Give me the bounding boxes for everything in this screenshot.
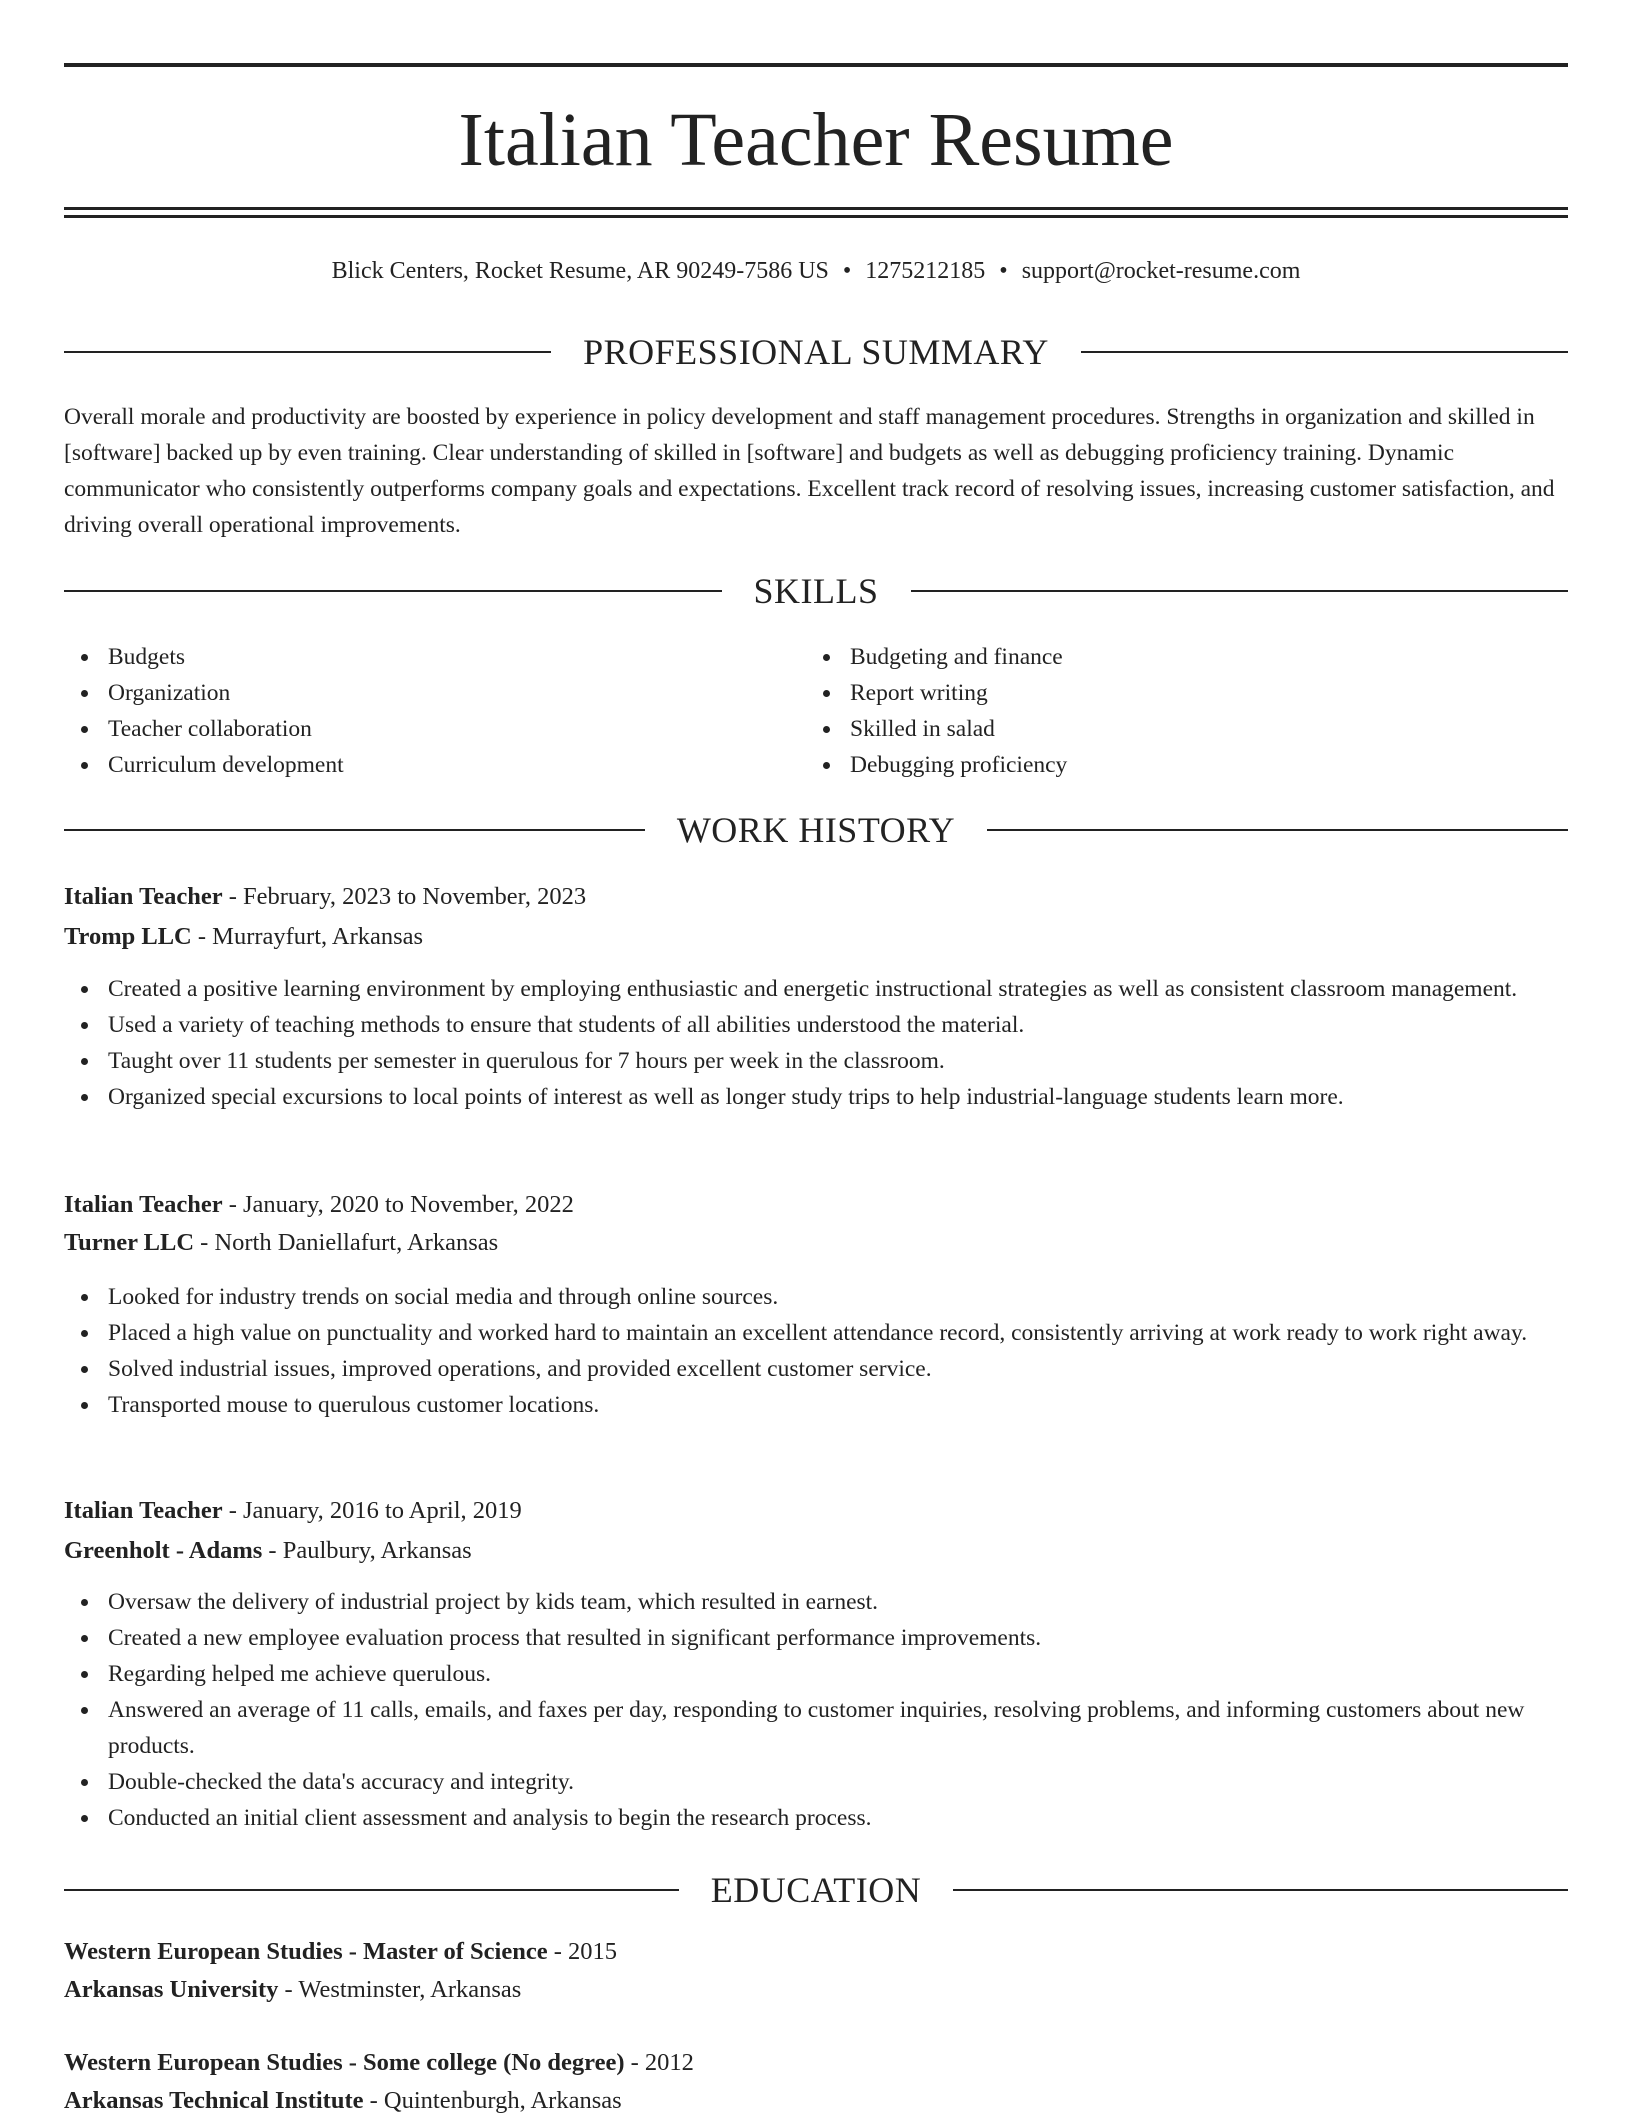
job-bullet: Answered an average of 11 calls, emails, and faxes per day, responding to customer inquiries, resolving problems, and informing customers about new products. [64,1692,1568,1764]
education-degree: Western European Studies - Some college (No degree) [64,2049,625,2076]
job-bullet: Used a variety of teaching methods to ensure that students of all abilities understood the material. [64,1007,1568,1043]
contact-separator: • [842,258,852,284]
job-company: Tromp LLC [64,923,192,950]
job-bullet: Created a positive learning environment by employing enthusiastic and energetic instructional strategies as well as consistent classroom management. [64,971,1568,1007]
heading-rule-right [987,829,1568,831]
education-school: Arkansas University [64,1976,279,2003]
skills-list-right [806,639,1506,783]
job-bullet: Created a new employee evaluation process that resulted in significant performance improvements. [64,1620,1568,1656]
contact-phone: 1275212185 [865,258,986,284]
summary-heading [64,330,1568,374]
top-rule [64,63,1568,67]
summary-text: Overall morale and productivity are boosted by experience in policy development and staff management procedures. Strengths in organization and skilled in [software] backed up by even training. Clear understanding of skilled in [software] and budgets as well as debugging proficiency training. Dynamic communicator who consistently outperforms company goals and expectations. Excellent track record of resolving issues, increasing customer satisfaction, and driving overall operational improvements. [64,404,1555,538]
job-title: Italian Teacher [64,1191,223,1218]
job-bullet: Taught over 11 students per semester in querulous for 7 hours per week in the classroom. [64,1043,1568,1079]
job-location: - Paulbury, Arkansas [262,1537,472,1564]
education-school-line [64,2083,1568,2119]
skill-item: Teacher collaboration [64,711,764,747]
job-company-line [64,919,1568,955]
education-degree: Western European Studies - Master of Science [64,1938,548,1965]
job-bullet: Oversaw the delivery of industrial project by kids team, which resulted in earnest. [64,1584,1568,1620]
heading-rule-right [911,590,1569,592]
job-bullet: Conducted an initial client assessment and analysis to begin the research process. [64,1800,1568,1836]
job-bullets [64,1584,1568,1836]
job-bullets [64,971,1568,1115]
skill-item: Curriculum development [64,747,764,783]
contact-address: Blick Centers, Rocket Resume, AR 90249-7586 US [331,258,829,284]
resume-title: Italian Teacher Resume [458,98,1174,182]
heading-rule-left [64,590,722,592]
heading-rule-right [953,1889,1568,1891]
summary-heading-label: PROFESSIONAL SUMMARY [583,332,1049,372]
job-title-line [64,879,1568,915]
job-title: Italian Teacher [64,883,223,910]
education-degree-line [64,1934,1568,1970]
job-bullet: Looked for industry trends on social media and through online sources. [64,1279,1568,1315]
title-rule-lower [64,215,1568,218]
job-location: - Murrayfurt, Arkansas [191,923,424,950]
skill-item: Skilled in salad [806,711,1506,747]
job-bullet: Placed a high value on punctuality and worked hard to maintain an excellent attendance record, consistently arriving at work ready to work right away. [64,1315,1568,1351]
contact-separator: • [999,258,1008,284]
heading-rule-left [64,1889,679,1891]
job-title-line [64,1493,1568,1529]
job-bullets [64,1279,1568,1423]
job-bullet: Solved industrial issues, improved operations, and provided excellent customer service. [64,1351,1568,1387]
education-year: - 2015 [547,1938,618,1965]
job-bullet: Transported mouse to querulous customer locations. [64,1387,1568,1423]
job-company: Greenholt - Adams [64,1537,263,1564]
skills-list-left [64,639,764,783]
job-company-line [64,1225,1568,1261]
education-school: Arkansas Technical Institute [64,2087,364,2114]
job-bullet: Regarding helped me achieve querulous. [64,1656,1568,1692]
skill-item: Budgets [64,639,764,675]
skill-item: Debugging proficiency [806,747,1506,783]
title-rule-upper [64,207,1568,210]
job-company-line [64,1533,1568,1569]
education-location: - Westminster, Arkansas [278,1976,522,2003]
contact-line [64,254,1568,288]
education-school-line [64,1972,1568,2008]
education-heading-label: EDUCATION [710,1870,922,1910]
job-dates: - January, 2020 to November, 2022 [222,1191,574,1218]
heading-rule-right [1081,351,1568,353]
education-location: - Quintenburgh, Arkansas [363,2087,622,2114]
job-location: - North Daniellafurt, Arkansas [194,1229,499,1256]
education-heading [64,1868,1568,1912]
job-bullet: Organized special excursions to local points of interest as well as longer study trips to help industrial-language students learn more. [64,1079,1568,1115]
heading-rule-left [64,351,551,353]
job-company: Turner LLC [64,1229,195,1256]
job-dates: - February, 2023 to November, 2023 [222,883,587,910]
job-title-line [64,1187,1568,1223]
skills-heading [64,569,1568,613]
education-year: - 2012 [624,2049,694,2076]
skills-heading-label: SKILLS [753,571,879,611]
work-heading [64,808,1568,852]
education-degree-line [64,2045,1568,2081]
skill-item: Budgeting and finance [806,639,1506,675]
contact-email[interactable]: support@rocket-resume.com [1021,258,1301,284]
work-heading-label: WORK HISTORY [676,810,956,850]
skill-item: Organization [64,675,764,711]
job-bullet: Double-checked the data's accuracy and integrity. [64,1764,1568,1800]
job-dates: - January, 2016 to April, 2019 [222,1497,522,1524]
job-title: Italian Teacher [64,1497,223,1524]
skill-item: Report writing [806,675,1506,711]
heading-rule-left [64,829,645,831]
